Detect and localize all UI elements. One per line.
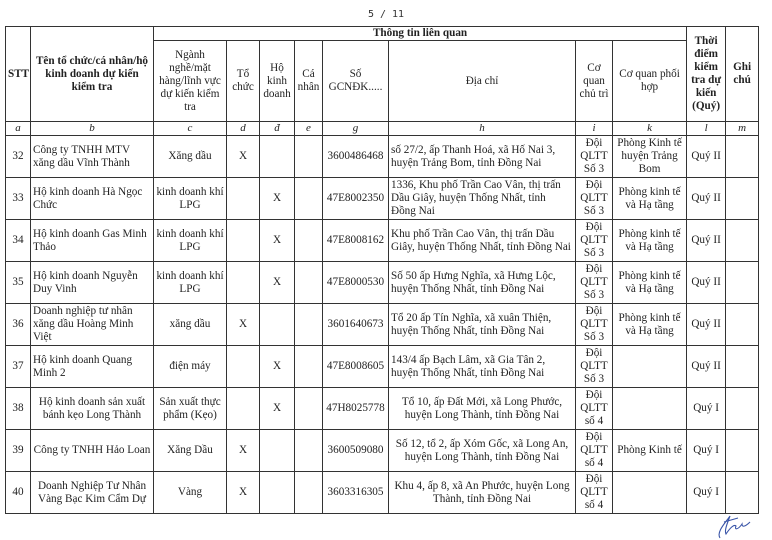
cert-number: 3600509080 xyxy=(323,430,389,472)
stt-cell: 37 xyxy=(6,346,31,388)
household-mark: X xyxy=(260,178,295,220)
stt-cell: 34 xyxy=(6,220,31,262)
note-cell xyxy=(726,472,759,514)
time-cell: Quý II xyxy=(687,220,726,262)
lead-agency: Đội QLTT số 4 xyxy=(576,430,613,472)
cert-number: 47E8008162 xyxy=(323,220,389,262)
note-cell xyxy=(726,430,759,472)
address-cell: Số 50 ấp Hưng Nghĩa, xã Hưng Lộc, huyện Thống Nhất, tỉnh Đồng Nai xyxy=(389,262,576,304)
cert-number: 3601640673 xyxy=(323,304,389,346)
stt-cell: 35 xyxy=(6,262,31,304)
note-cell xyxy=(726,304,759,346)
household-mark: X xyxy=(260,346,295,388)
table-row xyxy=(6,178,759,220)
coop-agency xyxy=(613,388,687,430)
coop-agency xyxy=(613,472,687,514)
letter-e: e xyxy=(295,122,323,136)
coop-agency: Phòng Kinh tế huyện Trảng Bom xyxy=(613,136,687,178)
trade-cell: Xăng Dầu xyxy=(154,430,227,472)
header-time: Thời điểm kiểm tra dự kiến (Quý) xyxy=(687,27,726,122)
household-mark xyxy=(260,472,295,514)
inspection-table xyxy=(5,26,759,514)
header-individual: Cá nhân xyxy=(295,41,323,122)
table-row xyxy=(6,262,759,304)
name-cell: Công ty TNHH Hảo Loan xyxy=(31,430,154,472)
signature xyxy=(712,512,752,540)
header-lead: Cơ quan chủ trì xyxy=(576,41,613,122)
name-cell: Doanh nghiệp tư nhân xăng dầu Hoàng Minh Việt xyxy=(31,304,154,346)
org-mark xyxy=(227,388,260,430)
coop-agency: Phòng kinh tế và Hạ tầng xyxy=(613,178,687,220)
coop-agency: Phòng Kinh tế xyxy=(613,430,687,472)
household-mark: X xyxy=(260,262,295,304)
column-letters-row xyxy=(6,122,759,136)
trade-cell: kinh doanh khí LPG xyxy=(154,178,227,220)
lead-agency: Đội QLTT Số 3 xyxy=(576,346,613,388)
individual-mark xyxy=(295,388,323,430)
lead-agency: Đội QLTT Số 3 xyxy=(576,220,613,262)
household-mark: X xyxy=(260,220,295,262)
trade-cell: Sản xuất thực phẩm (Kẹo) xyxy=(154,388,227,430)
header-coop: Cơ quan phối hợp xyxy=(613,41,687,122)
individual-mark xyxy=(295,178,323,220)
trade-cell: kinh doanh khí LPG xyxy=(154,220,227,262)
individual-mark xyxy=(295,136,323,178)
note-cell xyxy=(726,388,759,430)
individual-mark xyxy=(295,346,323,388)
individual-mark xyxy=(295,220,323,262)
household-mark xyxy=(260,304,295,346)
table-row xyxy=(6,472,759,514)
cert-number: 3600486468 xyxy=(323,136,389,178)
letter-h: h xyxy=(389,122,576,136)
stt-cell: 38 xyxy=(6,388,31,430)
lead-agency: Đội QLTT Số 3 xyxy=(576,304,613,346)
org-mark: X xyxy=(227,304,260,346)
cert-number: 47E8008605 xyxy=(323,346,389,388)
individual-mark xyxy=(295,430,323,472)
org-mark: X xyxy=(227,430,260,472)
time-cell: Quý I xyxy=(687,430,726,472)
lead-agency: Đội QLTT Số 3 xyxy=(576,136,613,178)
coop-agency: Phòng kinh tế và Hạ tầng xyxy=(613,304,687,346)
address-cell: 143/4 ấp Bạch Lâm, xã Gia Tân 2, huyện Thống Nhất, tỉnh Đồng Nai xyxy=(389,346,576,388)
header-stt: STT xyxy=(6,27,31,122)
header-household: Hộ kinh doanh xyxy=(260,41,295,122)
header-related-info: Thông tin liên quan xyxy=(154,27,687,41)
letter-a: a xyxy=(6,122,31,136)
lead-agency: Đội QLTT Số 3 xyxy=(576,178,613,220)
letter-k: k xyxy=(613,122,687,136)
time-cell: Quý II xyxy=(687,346,726,388)
org-mark xyxy=(227,178,260,220)
header-trade: Ngành nghề/mặt hàng/lĩnh vực dự kiến kiểm tra xyxy=(154,41,227,122)
note-cell xyxy=(726,136,759,178)
table-row xyxy=(6,304,759,346)
lead-agency: Đội QLTT số 4 xyxy=(576,388,613,430)
letter-g: g xyxy=(323,122,389,136)
header-name: Tên tổ chức/cá nhân/hộ kinh doanh dự kiến kiểm tra xyxy=(31,27,154,122)
letter-l: l xyxy=(687,122,726,136)
time-cell: Quý II xyxy=(687,178,726,220)
table-row xyxy=(6,346,759,388)
stt-cell: 33 xyxy=(6,178,31,220)
table-row xyxy=(6,220,759,262)
header-cert: Số GCNĐK..... xyxy=(323,41,389,122)
trade-cell: kinh doanh khí LPG xyxy=(154,262,227,304)
cert-number: 47H8025778 xyxy=(323,388,389,430)
header-address: Địa chỉ xyxy=(389,41,576,122)
org-mark xyxy=(227,220,260,262)
time-cell: Quý II xyxy=(687,136,726,178)
page-number: 5 / 11 xyxy=(367,9,405,20)
org-mark: X xyxy=(227,472,260,514)
org-mark: X xyxy=(227,136,260,178)
address-cell: Số 12, tổ 2, ấp Xóm Gốc, xã Long An, huyện Long Thành, tỉnh Đồng Nai xyxy=(389,430,576,472)
address-cell: Tổ 20 ấp Tín Nghĩa, xã xuân Thiện, huyện Thống Nhất, tỉnh Đồng Nai xyxy=(389,304,576,346)
household-mark xyxy=(260,430,295,472)
time-cell: Quý II xyxy=(687,304,726,346)
lead-agency: Đội QLTT số 4 xyxy=(576,472,613,514)
name-cell: Doanh Nghiệp Tư Nhân Vàng Bạc Kim Cẩm Dự xyxy=(31,472,154,514)
name-cell: Hộ kinh doanh sản xuất bánh kẹo Long Thành xyxy=(31,388,154,430)
org-mark xyxy=(227,346,260,388)
name-cell: Hộ kinh doanh Quang Minh 2 xyxy=(31,346,154,388)
header-note: Ghi chú xyxy=(726,27,759,122)
stt-cell: 36 xyxy=(6,304,31,346)
note-cell xyxy=(726,178,759,220)
letter-b: b xyxy=(31,122,154,136)
stt-cell: 39 xyxy=(6,430,31,472)
individual-mark xyxy=(295,304,323,346)
cert-number: 47E8000530 xyxy=(323,262,389,304)
letter-m: m xyxy=(726,122,759,136)
stt-cell: 32 xyxy=(6,136,31,178)
name-cell: Hộ kinh doanh Gas Minh Thảo xyxy=(31,220,154,262)
trade-cell: Xăng dầu xyxy=(154,136,227,178)
note-cell xyxy=(726,346,759,388)
name-cell: Công ty TNHH MTV xăng dầu Vĩnh Thành xyxy=(31,136,154,178)
letter-i: i xyxy=(576,122,613,136)
coop-agency: Phòng kinh tế và Hạ tầng xyxy=(613,262,687,304)
address-cell: Tổ 10, ấp Đất Mới, xã Long Phước, huyện Long Thành, tỉnh Đồng Nai xyxy=(389,388,576,430)
table-row xyxy=(6,136,759,178)
stt-cell: 40 xyxy=(6,472,31,514)
trade-cell: điện máy xyxy=(154,346,227,388)
note-cell xyxy=(726,220,759,262)
cert-number: 3603316305 xyxy=(323,472,389,514)
household-mark: X xyxy=(260,388,295,430)
table-row xyxy=(6,430,759,472)
address-cell: 1336, Khu phố Trần Cao Vân, thị trấn Dầu Giây, huyện Thống Nhất, tỉnh Đồng Nai xyxy=(389,178,576,220)
lead-agency: Đội QLTT Số 3 xyxy=(576,262,613,304)
individual-mark xyxy=(295,262,323,304)
coop-agency xyxy=(613,346,687,388)
letter-dd: đ xyxy=(260,122,295,136)
table-row xyxy=(6,388,759,430)
trade-cell: xăng dầu xyxy=(154,304,227,346)
time-cell: Quý I xyxy=(687,388,726,430)
individual-mark xyxy=(295,472,323,514)
trade-cell: Vàng xyxy=(154,472,227,514)
address-cell: Khu 4, ấp 8, xã An Phước, huyện Long Thành, tỉnh Đồng Nai xyxy=(389,472,576,514)
note-cell xyxy=(726,262,759,304)
household-mark xyxy=(260,136,295,178)
address-cell: số 27/2, ấp Thanh Hoá, xã Hố Nai 3, huyện Trảng Bom, tỉnh Đồng Nai xyxy=(389,136,576,178)
org-mark xyxy=(227,262,260,304)
letter-d: d xyxy=(227,122,260,136)
letter-c: c xyxy=(154,122,227,136)
time-cell: Quý II xyxy=(687,262,726,304)
name-cell: Hộ kinh doanh Hà Ngọc Chức xyxy=(31,178,154,220)
address-cell: Khu phố Trần Cao Vân, thị trấn Dầu Giây, huyện Thống Nhất, tỉnh Đồng Nai xyxy=(389,220,576,262)
name-cell: Hộ kinh doanh Nguyễn Duy Vinh xyxy=(31,262,154,304)
time-cell: Quý I xyxy=(687,472,726,514)
cert-number: 47E8002350 xyxy=(323,178,389,220)
coop-agency: Phòng kinh tế và Hạ tầng xyxy=(613,220,687,262)
header-org: Tổ chức xyxy=(227,41,260,122)
